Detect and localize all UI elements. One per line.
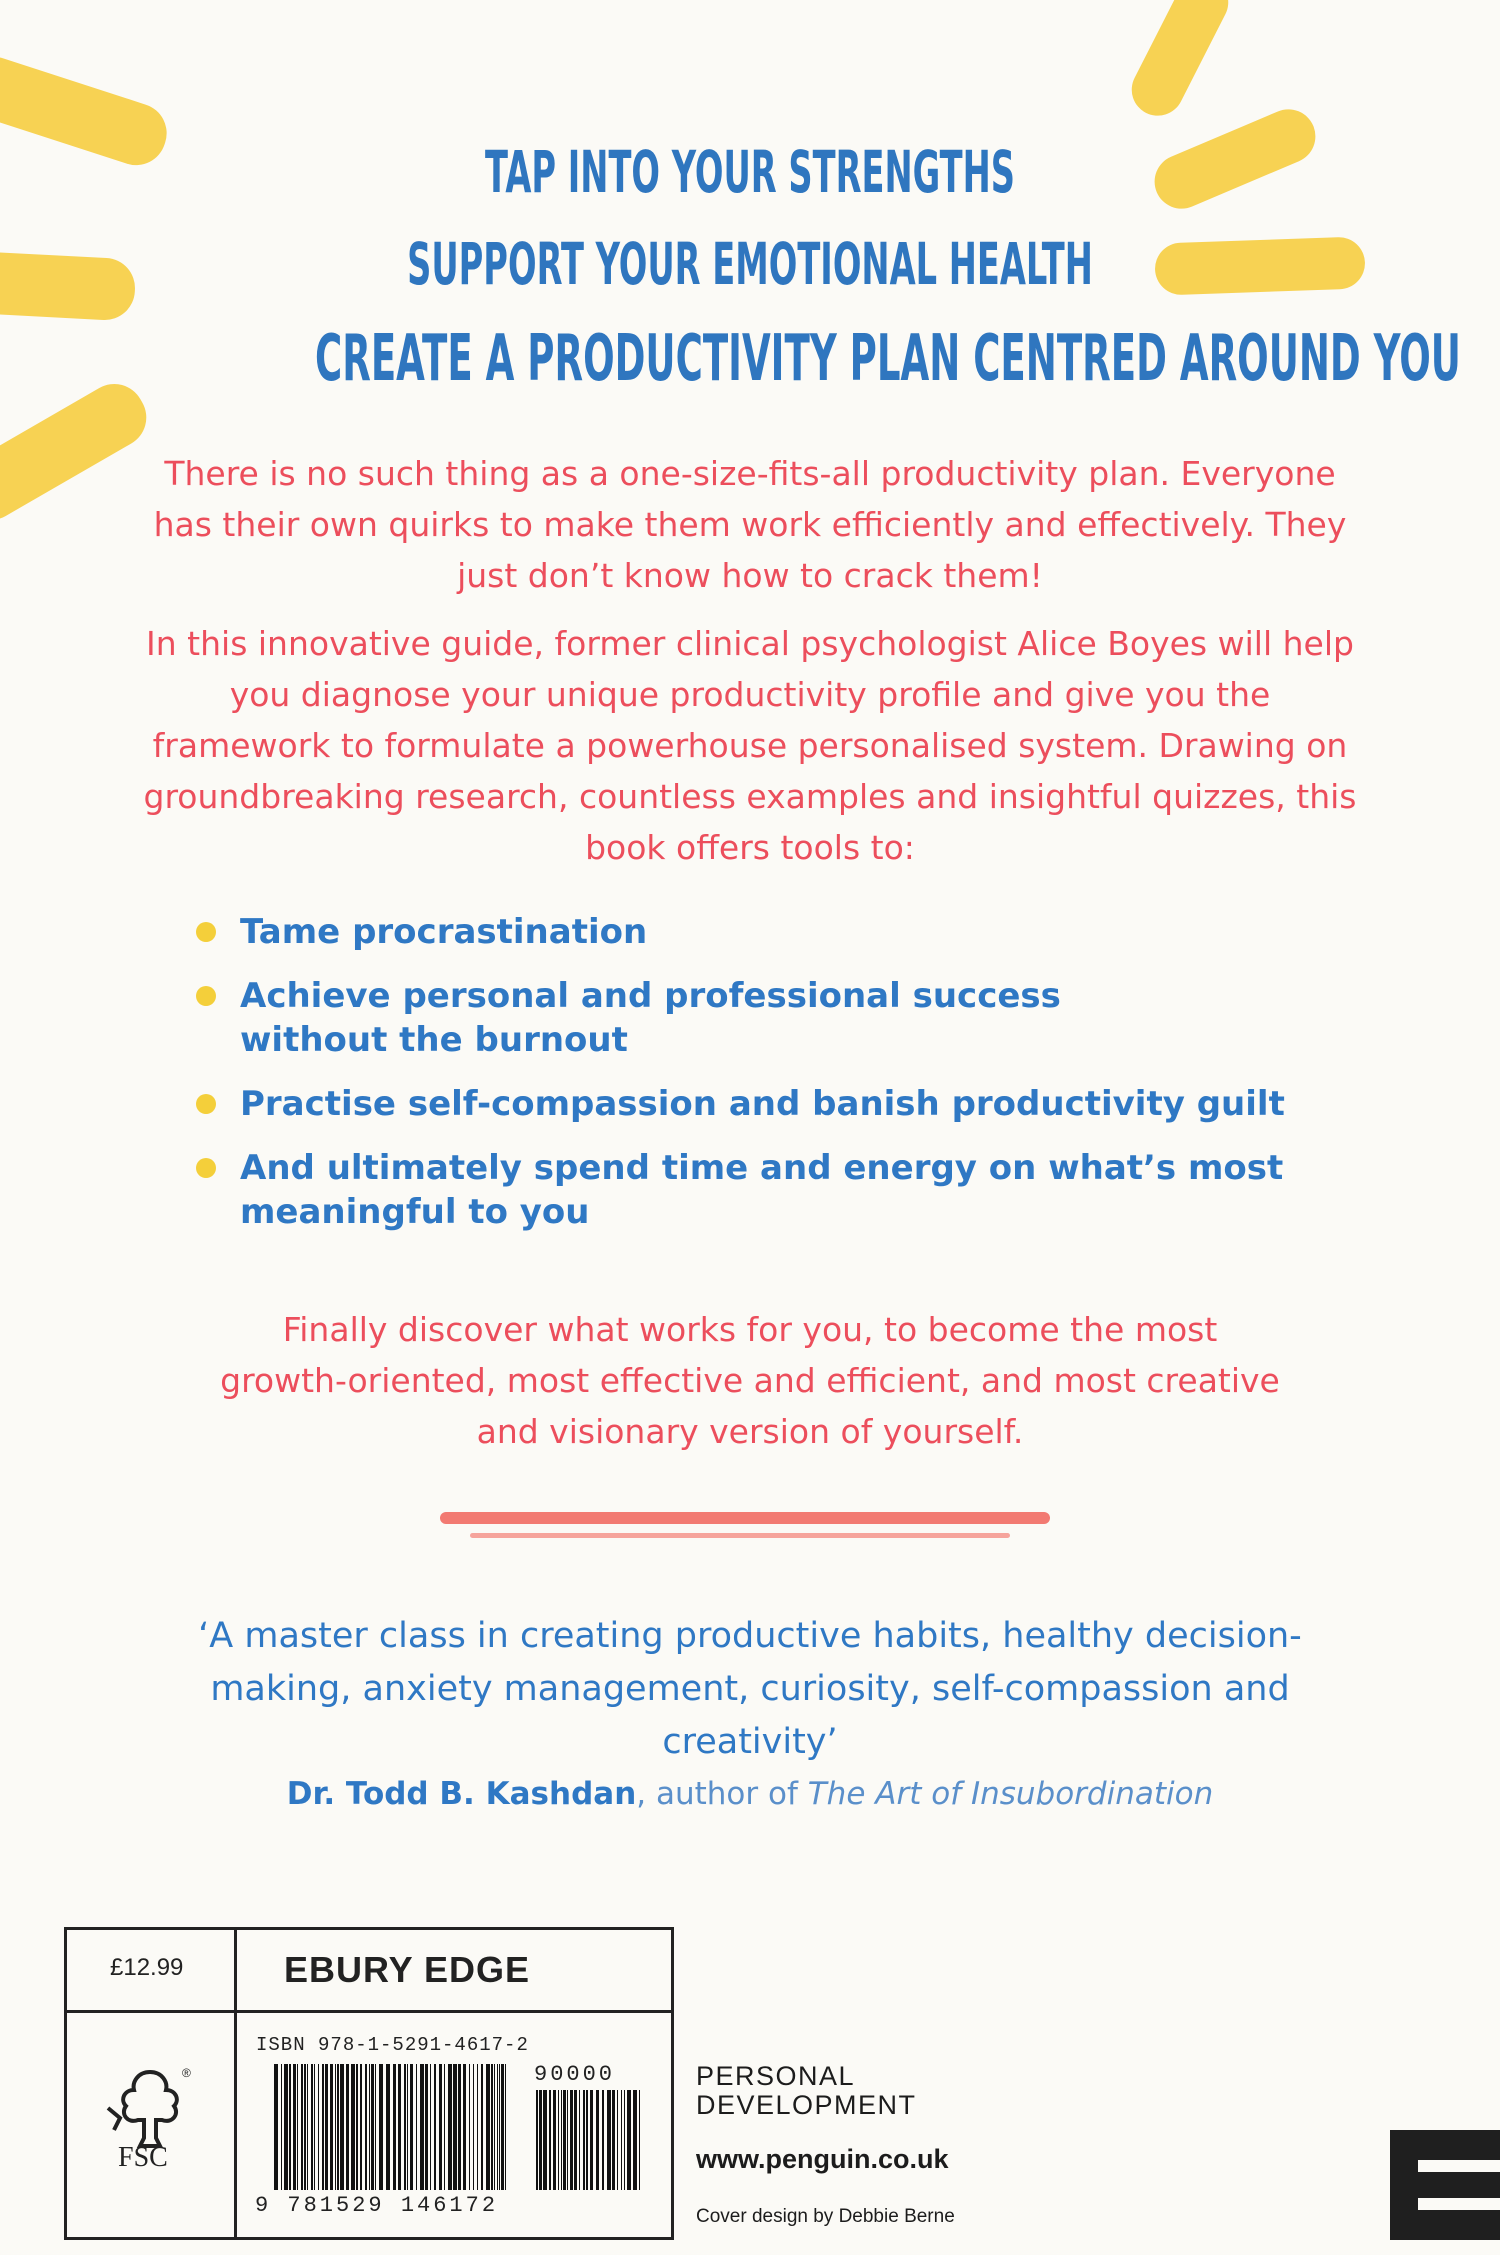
barcode-bar <box>289 2064 291 2190</box>
barcode-bar <box>586 2090 588 2190</box>
addon-barcode <box>536 2090 644 2190</box>
category-label <box>696 2062 917 2120</box>
bullet-dot-icon <box>196 1158 216 1178</box>
barcode-bar <box>407 2064 408 2190</box>
sun-ray-decoration <box>1123 0 1237 125</box>
addon-digits: 90000 <box>534 2062 616 2087</box>
headline-productivity-plan: CREATE A PRODUCTIVITY PLAN CENTRED AROUND YOU <box>315 322 1461 396</box>
barcode-bar <box>543 2090 547 2190</box>
price-label: £12.99 <box>110 1954 184 1981</box>
barcode-bar <box>404 2064 406 2190</box>
barcode-bar <box>539 2090 542 2190</box>
barcode-bar <box>624 2090 625 2190</box>
list-item <box>190 910 1340 954</box>
barcode-bar <box>570 2090 573 2190</box>
list-item <box>190 1146 1340 1234</box>
barcode-bar <box>301 2064 303 2190</box>
barcode-bar <box>297 2064 298 2190</box>
barcode-bar <box>410 2064 413 2190</box>
divider-stroke <box>470 1533 1010 1538</box>
review-quote: ‘A master class in creating productive habits, healthy decision-making, anxiety management, curiosity, self-compassion and creativity’ <box>198 1616 1302 1762</box>
quote-role: , author of <box>636 1776 808 1812</box>
barcode-bar <box>274 2064 278 2190</box>
bullet-text: Practise self-compassion and banish productivity guilt <box>240 1084 1285 1124</box>
barcode-bar <box>558 2090 559 2190</box>
barcode-bar <box>346 2064 349 2190</box>
barcode-bar <box>590 2090 593 2190</box>
barcode-bar <box>505 2064 506 2190</box>
barcode-bar <box>561 2090 562 2190</box>
bullet-text: And ultimately spend time and energy on what’s most meaningful to you <box>240 1148 1284 1232</box>
barcode-bar <box>281 2064 282 2190</box>
isbn-barcode <box>274 2064 510 2190</box>
barcode-bar <box>469 2064 470 2190</box>
quote-author: Dr. Todd B. Kashdan <box>286 1776 637 1812</box>
box-divider <box>234 1927 237 2237</box>
intro-paragraph: There is no such thing as a one-size-fits-all productivity plan. Everyone has their own quirks to make them work efficiently and effectively. They just don’t know how to crack them! <box>153 454 1347 595</box>
barcode-bar <box>491 2064 493 2190</box>
barcode-bar <box>501 2064 504 2190</box>
barcode-bar <box>420 2064 424 2190</box>
bullet-dot-icon <box>196 922 216 942</box>
barcode-bar <box>494 2064 495 2190</box>
barcode-bar <box>351 2064 355 2190</box>
barcode-bar <box>360 2064 362 2190</box>
cover-credit: Cover design by Debbie Berne <box>696 2206 955 2227</box>
barcode-bar <box>398 2064 401 2190</box>
bullet-text: Achieve personal and professional success without the burnout <box>240 976 1061 1060</box>
imprint-logo: EBURY EDGE <box>284 1949 531 1990</box>
barcode-bar <box>335 2064 336 2190</box>
headline-emotional-health: SUPPORT YOUR EMOTIONAL HEALTH <box>407 230 1093 298</box>
barcode-bar <box>318 2064 319 2190</box>
barcode-bar <box>458 2064 461 2190</box>
barcode-bar <box>574 2090 577 2190</box>
barcode-bar <box>579 2090 580 2190</box>
barcode-bar <box>639 2090 640 2190</box>
quote-book-title: The Art of Insubordination <box>807 1776 1214 1812</box>
sun-ray-decoration <box>1154 236 1366 295</box>
registered-mark: ® <box>182 2066 191 2080</box>
barcode-bar <box>439 2064 442 2190</box>
barcode-bar <box>486 2064 490 2190</box>
barcode-bar <box>549 2090 551 2190</box>
barcode-bar <box>365 2064 367 2190</box>
barcode-bar <box>307 2064 308 2190</box>
barcode-bar <box>284 2064 288 2190</box>
barcode-bar <box>473 2064 474 2190</box>
quote-attribution <box>140 1776 1360 1812</box>
barcode-bar <box>612 2090 615 2190</box>
barcode-bar <box>553 2090 556 2190</box>
barcode-bar <box>322 2064 324 2190</box>
barcode-bar <box>621 2090 622 2190</box>
barcode-bar <box>340 2064 344 2190</box>
sun-ray-decoration <box>0 250 137 321</box>
barcode-bar <box>311 2064 313 2190</box>
barcode-bar <box>416 2064 417 2190</box>
fsc-label: FSC <box>118 2142 168 2173</box>
barcode-bar <box>602 2090 604 2190</box>
barcode-bar <box>369 2064 370 2190</box>
list-item <box>190 974 1340 1062</box>
barcode-bar <box>434 2064 436 2190</box>
bullet-text: Tame procrastination <box>240 912 648 952</box>
barcode-bar <box>536 2090 538 2190</box>
divider-stroke <box>440 1512 1050 1524</box>
category-line: DEVELOPMENT <box>696 2090 917 2120</box>
category-line: PERSONAL <box>696 2061 856 2091</box>
barcode-bar <box>497 2064 498 2190</box>
barcode-bar <box>337 2064 339 2190</box>
isbn-number: ISBN 978-1-5291-4617-2 <box>256 2034 529 2056</box>
barcode-bar <box>633 2090 637 2190</box>
barcode-bar <box>371 2064 374 2190</box>
barcode-bar <box>325 2064 328 2190</box>
list-item <box>190 1082 1340 1126</box>
barcode-bar <box>583 2090 585 2190</box>
barcode-bar <box>477 2064 478 2190</box>
barcode-bar <box>563 2090 566 2190</box>
barcode-bar <box>481 2064 483 2190</box>
barcode-bar <box>463 2064 466 2190</box>
barcode-bar <box>499 2064 500 2190</box>
sun-ray-decoration <box>0 373 157 531</box>
bullet-dot-icon <box>196 1094 216 1114</box>
barcode-bar <box>293 2064 296 2190</box>
barcode-bar <box>444 2064 445 2190</box>
closing-paragraph: Finally discover what works for you, to become the most growth-oriented, most effective and efficient, and most creative and visionary version of yourself. <box>220 1310 1280 1451</box>
bullet-dot-icon <box>196 986 216 1006</box>
barcode-bar <box>314 2064 315 2190</box>
barcode-bar <box>375 2064 376 2190</box>
barcode-bar <box>430 2064 431 2190</box>
barcode-bar <box>627 2090 631 2190</box>
barcode-bar <box>386 2064 390 2190</box>
imprint-edge-mark <box>1390 2130 1500 2240</box>
barcode-bar <box>617 2090 618 2190</box>
barcode-digits: 9 781529 146172 <box>255 2193 499 2218</box>
barcode-bar <box>607 2090 611 2190</box>
barcode-bar <box>393 2064 396 2190</box>
box-divider <box>64 2010 674 2013</box>
barcode-bar <box>425 2064 428 2190</box>
publisher-website[interactable]: www.penguin.co.uk <box>696 2144 949 2174</box>
barcode-bar <box>596 2090 599 2190</box>
barcode-bar <box>453 2064 457 2190</box>
headline-strengths: TAP INTO YOUR STRENGTHS <box>485 138 1015 206</box>
sun-ray-decoration <box>0 49 174 173</box>
benefit-list <box>190 910 1340 1254</box>
barcode-bar <box>379 2064 383 2190</box>
barcode-bar <box>448 2064 452 2190</box>
barcode-bar <box>356 2064 358 2190</box>
barcode-bar <box>304 2064 306 2190</box>
barcode-bar <box>567 2090 568 2190</box>
barcode-bar <box>330 2064 333 2190</box>
description-paragraph: In this innovative guide, former clinical psychologist Alice Boyes will help you diagnose your unique productivity profile and give you the framework to formulate a powerhouse personalised system. Drawing on groundbreaking research, countless examples and insightful quizzes, this book offers tools to: <box>143 624 1357 867</box>
